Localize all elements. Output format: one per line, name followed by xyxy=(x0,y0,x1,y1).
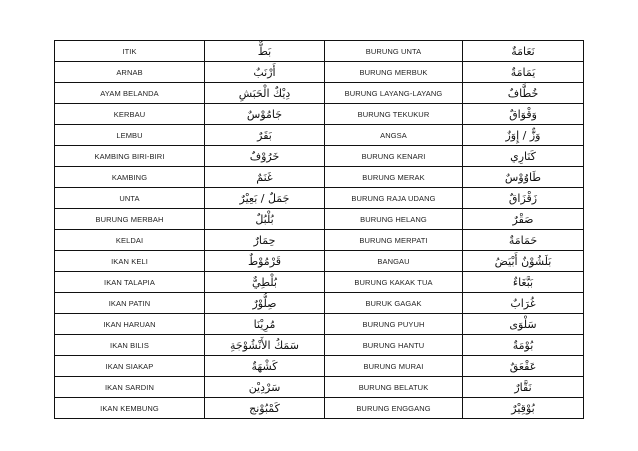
malay-word-cell: ARNAB xyxy=(55,62,205,83)
malay-word-cell: IKAN TALAPIA xyxy=(55,272,205,293)
table-row xyxy=(55,83,584,104)
table-row xyxy=(55,167,584,188)
malay-word-cell: BURUNG ENGGANG xyxy=(325,398,463,419)
arabic-word-cell: بَطٌّ xyxy=(205,41,325,62)
table-row xyxy=(55,146,584,167)
arabic-word-cell: جَامُوْسٌ xyxy=(205,104,325,125)
arabic-word-cell: يَمَامَةٌ xyxy=(463,62,584,83)
malay-word-cell: IKAN SIAKAP xyxy=(55,356,205,377)
arabic-word-cell: قَرْمُوْطٌ xyxy=(205,251,325,272)
arabic-word-cell: بُلْطِيٌّ xyxy=(205,272,325,293)
arabic-word-cell: بَقَرٌ xyxy=(205,125,325,146)
malay-word-cell: AYAM BELANDA xyxy=(55,83,205,104)
arabic-word-cell: دِيْكٌ الْحَبَشِ xyxy=(205,83,325,104)
malay-word-cell: BANGAU xyxy=(325,251,463,272)
arabic-word-cell: خَرُوْفٌ xyxy=(205,146,325,167)
malay-word-cell: KERBAU xyxy=(55,104,205,125)
table-row xyxy=(55,251,584,272)
arabic-word-cell: سَمَكُ الأَنْشُوْجَةِ xyxy=(205,335,325,356)
arabic-word-cell: جَمَلٌ / بَعِيْرٌ xyxy=(205,188,325,209)
malay-word-cell: KAMBING BIRI-BIRI xyxy=(55,146,205,167)
arabic-word-cell: حَمَامَةٌ xyxy=(463,230,584,251)
table-row xyxy=(55,293,584,314)
arabic-word-cell: حِمَارٌ xyxy=(205,230,325,251)
arabic-word-cell: مُرِيْنَا xyxy=(205,314,325,335)
malay-word-cell: IKAN KEMBUNG xyxy=(55,398,205,419)
malay-word-cell: IKAN PATIN xyxy=(55,293,205,314)
malay-word-cell: BURUNG MERBUK xyxy=(325,62,463,83)
table-row xyxy=(55,209,584,230)
arabic-word-cell: زَقْزَاقٌ xyxy=(463,188,584,209)
malay-word-cell: BURUNG MERBAH xyxy=(55,209,205,230)
arabic-word-cell: كَمْبُوْنج xyxy=(205,398,325,419)
malay-word-cell: BURUNG UNTA xyxy=(325,41,463,62)
arabic-word-cell: صِلُّوْرٌ xyxy=(205,293,325,314)
arabic-word-cell: صَقْرٌ xyxy=(463,209,584,230)
arabic-word-cell: بُوْمَةٌ xyxy=(463,335,584,356)
arabic-word-cell: أَرْنَبٌ xyxy=(205,62,325,83)
table-row xyxy=(55,377,584,398)
malay-word-cell: IKAN SARDIN xyxy=(55,377,205,398)
arabic-word-cell: طَاوُوْسٌ xyxy=(463,167,584,188)
arabic-word-cell: بَبَّغَاءٌ xyxy=(463,272,584,293)
malay-word-cell: IKAN KELI xyxy=(55,251,205,272)
malay-word-cell: BURUNG MERPATI xyxy=(325,230,463,251)
arabic-word-cell: نَعَامَةٌ xyxy=(463,41,584,62)
arabic-word-cell: نَقَّارٌ xyxy=(463,377,584,398)
malay-word-cell: BURUNG KAKAK TUA xyxy=(325,272,463,293)
malay-word-cell: ANGSA xyxy=(325,125,463,146)
arabic-word-cell: خُطَّافٌ xyxy=(463,83,584,104)
malay-word-cell: BURUNG RAJA UDANG xyxy=(325,188,463,209)
table-row xyxy=(55,188,584,209)
malay-word-cell: BURUNG PUYUH xyxy=(325,314,463,335)
arabic-word-cell: كَشْهَةٌ xyxy=(205,356,325,377)
malay-word-cell: IKAN HARUAN xyxy=(55,314,205,335)
arabic-word-cell: غُرَابٌ xyxy=(463,293,584,314)
arabic-word-cell: عَقْعَقٌ xyxy=(463,356,584,377)
table-row xyxy=(55,104,584,125)
table-row xyxy=(55,398,584,419)
arabic-word-cell: غَنَمٌ xyxy=(205,167,325,188)
malay-word-cell: BURUNG TEKUKUR xyxy=(325,104,463,125)
malay-word-cell: BURUNG HELANG xyxy=(325,209,463,230)
arabic-word-cell: سَلْوَى xyxy=(463,314,584,335)
arabic-word-cell: كَنَارِي xyxy=(463,146,584,167)
arabic-word-cell: بُلْبُلٌ xyxy=(205,209,325,230)
arabic-word-cell: وَقْوَاقٌ xyxy=(463,104,584,125)
malay-word-cell: KAMBING xyxy=(55,167,205,188)
malay-word-cell: LEMBU xyxy=(55,125,205,146)
arabic-word-cell: وَزٌّ / إِوَزٌ xyxy=(463,125,584,146)
table-row xyxy=(55,125,584,146)
malay-word-cell: IKAN BILIS xyxy=(55,335,205,356)
malay-word-cell: BURUNG KENARI xyxy=(325,146,463,167)
arabic-word-cell: سَرْدِيْن xyxy=(205,377,325,398)
malay-word-cell: BURUNG LAYANG-LAYANG xyxy=(325,83,463,104)
malay-word-cell: BURUNG MURAI xyxy=(325,356,463,377)
table-row xyxy=(55,41,584,62)
malay-word-cell: BURUNG HANTU xyxy=(325,335,463,356)
vocabulary-sheet xyxy=(54,40,583,419)
malay-word-cell: ITIK xyxy=(55,41,205,62)
table-row xyxy=(55,335,584,356)
malay-word-cell: KELDAI xyxy=(55,230,205,251)
table-row xyxy=(55,356,584,377)
vocabulary-table xyxy=(54,40,584,419)
table-row xyxy=(55,314,584,335)
vocabulary-table-body xyxy=(55,41,584,419)
malay-word-cell: BURUNG MERAK xyxy=(325,167,463,188)
malay-word-cell: BURUK GAGAK xyxy=(325,293,463,314)
malay-word-cell: BURUNG BELATUK xyxy=(325,377,463,398)
table-row xyxy=(55,272,584,293)
table-row xyxy=(55,62,584,83)
arabic-word-cell: بَلَشُوْنٌ أَبْيَضُ xyxy=(463,251,584,272)
arabic-word-cell: بُوْقِيْرٌ xyxy=(463,398,584,419)
table-row xyxy=(55,230,584,251)
malay-word-cell: UNTA xyxy=(55,188,205,209)
